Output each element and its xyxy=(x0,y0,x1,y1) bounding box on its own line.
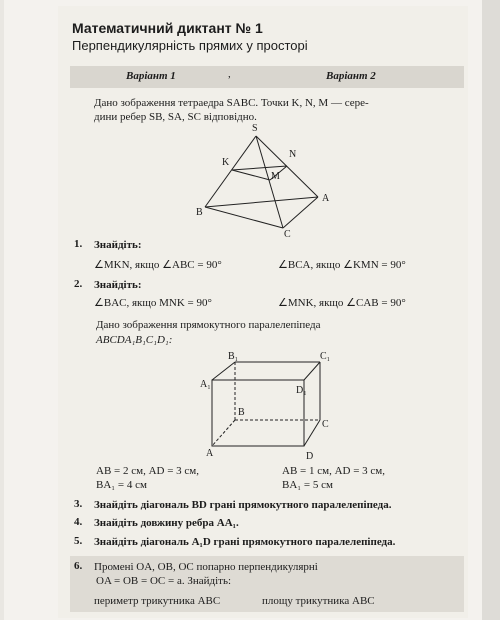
label-B1: B₁ xyxy=(228,351,239,362)
q4-text: Знайдіть довжину ребра AA₁. xyxy=(94,517,239,529)
q1-heading: Знайдіть: xyxy=(94,239,142,251)
label-B-box: B xyxy=(238,407,245,418)
q1-number: 1. xyxy=(74,238,83,250)
q1-variant2: ∠BCA, якщо ∠KMN = 90° xyxy=(278,259,406,271)
label-D1: D₁ xyxy=(296,385,307,396)
given-v2-line1: AB = 1 см, AD = 3 см, xyxy=(282,465,386,477)
label-A1: A₁ xyxy=(200,379,211,390)
given-v1-line2: BA₁ = 4 см xyxy=(96,479,147,491)
label-A-box: A xyxy=(206,448,214,459)
variant-1-label: Варіант 1 xyxy=(126,70,176,82)
label-N: N xyxy=(289,149,297,160)
label-C-box: C xyxy=(322,419,329,430)
q2-heading: Знайдіть: xyxy=(94,279,142,291)
label-D-box: D xyxy=(306,451,314,462)
given-v2-line2: BA₁ = 5 см xyxy=(282,479,333,491)
q6-number: 6. xyxy=(74,560,83,572)
q6-variant2: площу трикутника ABC xyxy=(262,595,375,607)
para-intro-line1: Дано зображення прямокутного паралелепіпеда xyxy=(96,319,321,331)
tetra-intro-line2: дини ребер SB, SA, SC відповідно. xyxy=(94,111,257,123)
variant-2-label: Варіант 2 xyxy=(326,70,376,82)
label-K: K xyxy=(222,157,230,168)
q2-variant1: ∠BAC, якщо MNK = 90° xyxy=(94,297,212,309)
tetra-intro-line1: Дано зображення тетраедра SABC. Точки K, N, M — сере- xyxy=(94,97,369,109)
q5-number: 5. xyxy=(74,535,83,547)
q2-number: 2. xyxy=(74,278,83,290)
q2-variant2: ∠MNK, якщо ∠CAB = 90° xyxy=(278,297,406,309)
label-C: C xyxy=(284,229,291,240)
q5-text: Знайдіть діагональ A₁D грані прямокутного паралелепіпеда. xyxy=(94,536,396,548)
q6-variant1: периметр трикутника ABC xyxy=(94,595,221,607)
label-B: B xyxy=(196,207,203,218)
q4-number: 4. xyxy=(74,516,83,528)
q1-variant1: ∠MKN, якщо ∠ABC = 90° xyxy=(94,259,222,271)
q6-line1: Промені OA, OB, OC попарно перпендикулярні xyxy=(94,561,318,573)
given-v1-line1: AB = 2 см, AD = 3 см, xyxy=(96,465,200,477)
label-M: M xyxy=(271,171,280,182)
q3-number: 3. xyxy=(74,498,83,510)
label-A: A xyxy=(322,193,330,204)
page-subtitle: Перпендикулярність прямих у просторі xyxy=(72,38,308,53)
variant-separator: , xyxy=(228,68,231,80)
q3-text: Знайдіть діагональ BD грані прямокутного паралелепіпеда. xyxy=(94,499,392,511)
label-C1: C₁ xyxy=(320,351,331,362)
q6-line2: OA = OB = OC = a. Знайдіть: xyxy=(96,575,232,587)
para-intro-line2: ABCDA₁B₁C₁D₁: xyxy=(96,334,173,346)
label-S: S xyxy=(252,123,258,134)
page-title: Математичний диктант № 1 xyxy=(72,20,263,36)
